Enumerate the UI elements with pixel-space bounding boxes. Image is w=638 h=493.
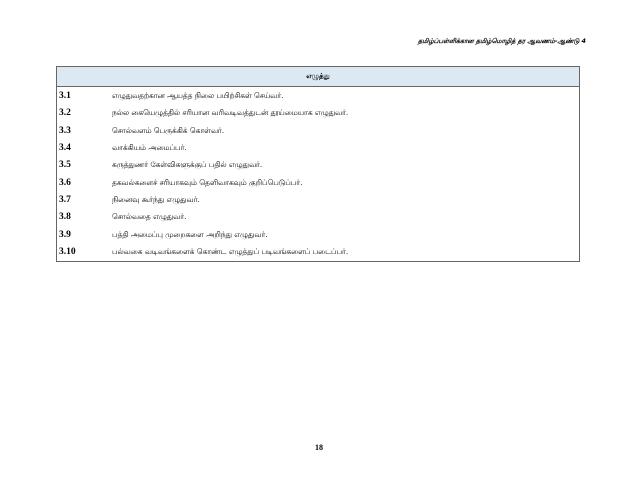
table-title: எழுத்து bbox=[57, 67, 580, 87]
table-row bbox=[57, 157, 580, 174]
standard-description: எழுதுவதற்கான ஆயத்த நிலை பயிற்சிகள் செய்வர். bbox=[112, 90, 284, 100]
table-row bbox=[57, 209, 580, 226]
standard-code: 3.7 bbox=[59, 195, 71, 205]
table-row bbox=[57, 191, 580, 208]
table-row bbox=[57, 139, 580, 156]
standard-code: 3.9 bbox=[59, 229, 71, 240]
table-row bbox=[57, 226, 580, 243]
standard-description: நல்ல கையெழுத்தில் சரியான வரிவடிவத்துடன் தூய்மையாக எழுதுவர். bbox=[112, 108, 349, 118]
standard-code: 3.10 bbox=[59, 247, 76, 258]
standard-description: கருத்துணர் கேள்விகளுக்குப் பதில் எழுதுவர். bbox=[112, 160, 263, 170]
table-row bbox=[57, 122, 580, 139]
standard-code: 3.3 bbox=[59, 125, 71, 136]
standard-code: 3.8 bbox=[59, 212, 71, 223]
standard-code: 3.6 bbox=[59, 177, 71, 188]
table-row bbox=[57, 243, 580, 261]
page-number: 18 bbox=[315, 443, 323, 452]
table-row bbox=[57, 87, 580, 105]
standard-description: நினைவு கூர்ந்து எழுதுவர். bbox=[112, 195, 200, 204]
standard-code: 3.4 bbox=[59, 142, 71, 153]
standard-description: தகவல்களைச் சரியாகவும் தெளிவாகவும் குறிப்பெடுப்பர். bbox=[112, 177, 303, 187]
standard-description: பல்வகை வடிவங்களைக் கொண்ட எழுத்துப் படிவங்களைப் படைப்பர். bbox=[112, 247, 349, 257]
running-header: தமிழ்ப்பள்ளிக்கான தமிழ்மொழித் தர ஆவணம்-ஆண்டு 4 bbox=[417, 37, 586, 45]
table-row bbox=[57, 104, 580, 121]
standard-code: 3.5 bbox=[59, 160, 71, 171]
standard-description: வாக்கியம் அமைப்பர். bbox=[112, 142, 187, 152]
standard-description: சொல்வதை எழுதுவர். bbox=[112, 212, 187, 222]
standard-code: 3.2 bbox=[59, 108, 71, 119]
table-row bbox=[57, 174, 580, 191]
standard-description: பத்தி அமைப்பு முறைகளை அறிந்து எழுதுவர். bbox=[112, 229, 268, 239]
standard-description: சொல்வளம் பெருக்கிக் கொள்வர். bbox=[112, 125, 225, 135]
standards-table bbox=[56, 66, 580, 262]
standard-code: 3.1 bbox=[59, 90, 71, 101]
